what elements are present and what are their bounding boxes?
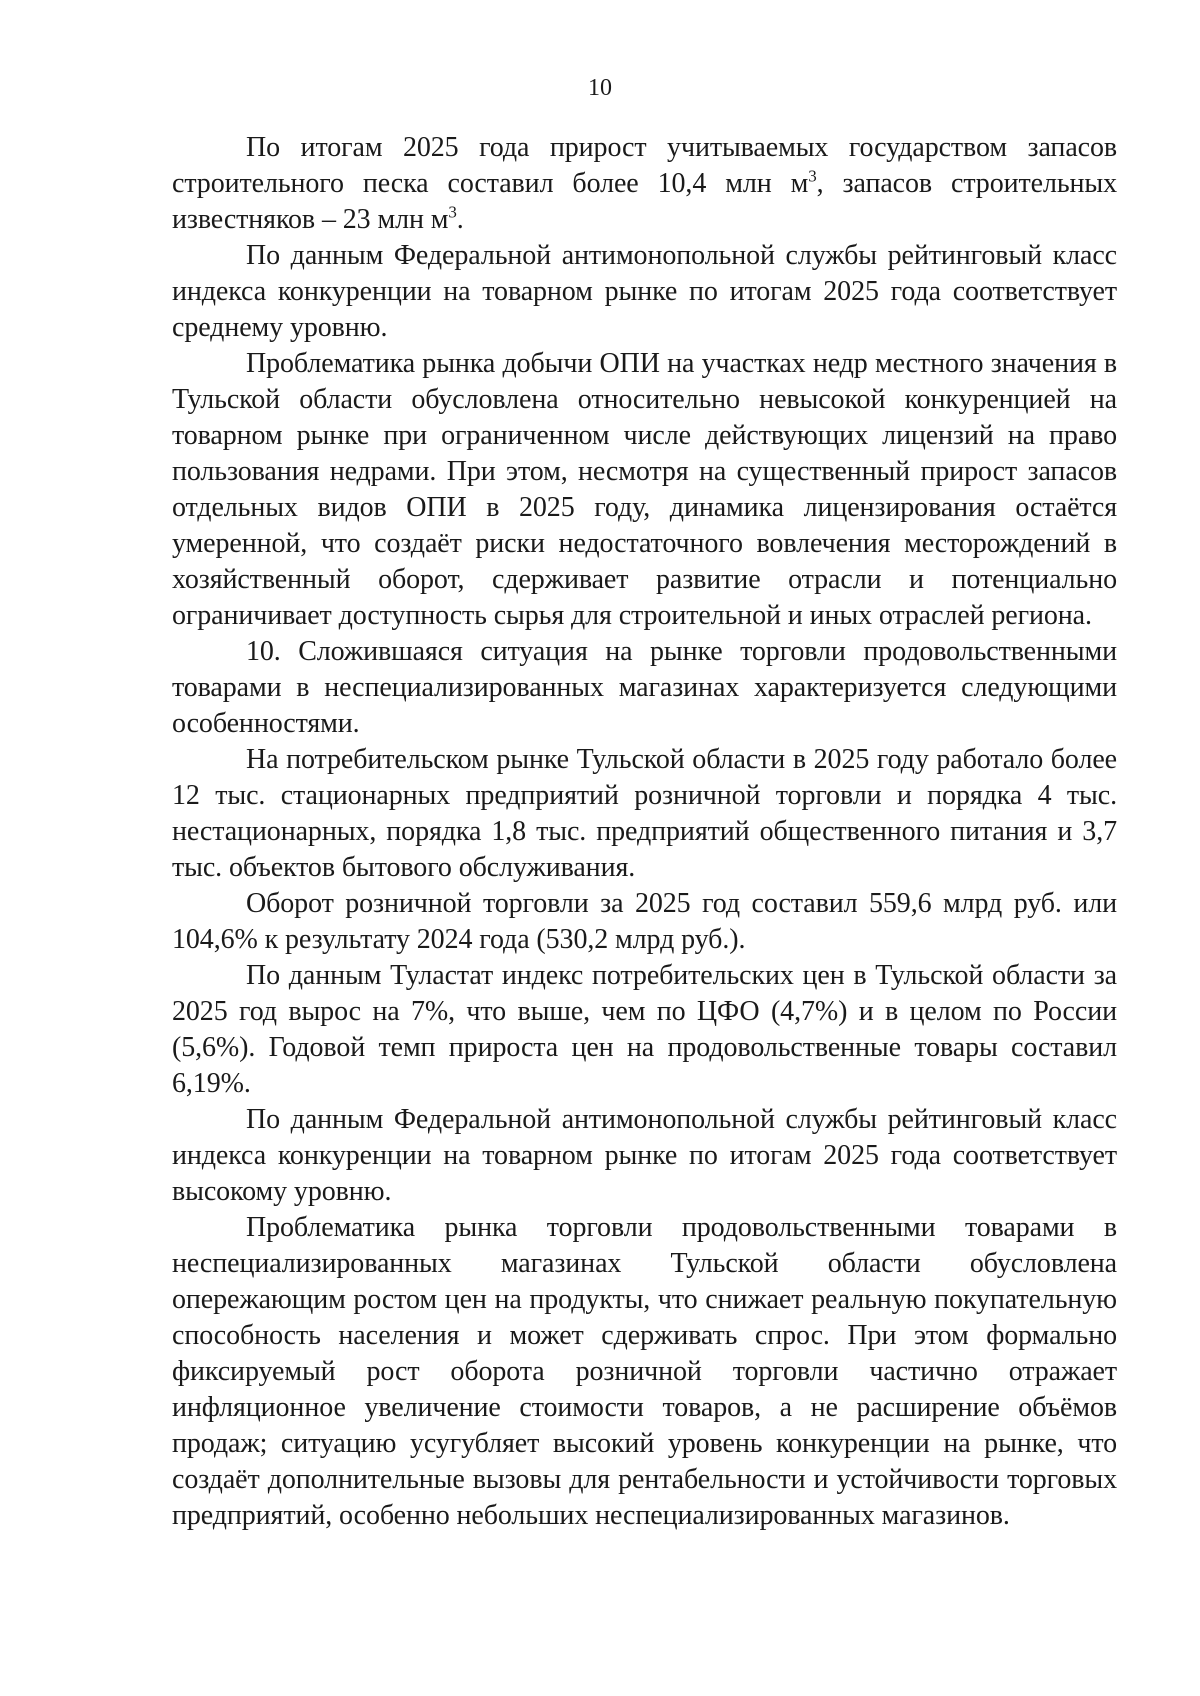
paragraph-price-index: По данным Туластат индекс потребительских цен в Тульской области за 2025 год вырос на 7%, что выше, чем по ЦФО (4,7%) и в целом по России (5,6%). Годовой темп прироста цен на продовольственные товары составил 6,19%. [172,960,1117,1099]
paragraph-trade-issues: Проблематика рынка торговли продовольственными товарами в неспециализированных магазинах Тульской области обусловлена опережающим ростом цен на продукты, что снижает реальную покупательную способность населения и может сдерживать спрос. При этом формально фиксируемый рост оборота розничной торговли частично отражает инфляционное увеличение стоимости товаров, а не расширение объёмов продаж; ситуацию усугубляет высокий уровень конкуренции на рынке, что создаёт дополнительные вызовы для рентабельности и устойчивости торговых предприятий, особенно небольших неспециализированных магазинов. [172,1212,1117,1531]
paragraph-retail-turnover: Оборот розничной торговли за 2025 год составил 559,6 млрд руб. или 104,6% к результату 2024 года (530,2 млрд руб.). [172,888,1117,955]
superscript-cubic: 3 [448,202,457,222]
page-number: 10 [588,75,612,101]
paragraph-section-10-intro: 10. Сложившаяся ситуация на рынке торговли продовольственными товарами в неспециализированных магазинах характеризуется следующими особенностями. [172,636,1117,739]
paragraph-text: . [456,204,464,235]
paragraph-reserves-growth [172,130,1117,238]
paragraph-fas-rating-high: По данным Федеральной антимонопольной службы рейтинговый класс индекса конкуренции на товарном рынке по итогам 2025 года соответствует высокому уровню. [172,1104,1117,1207]
document-body [172,130,1117,1534]
paragraph-mining-issues: Проблематика рынка добычи ОПИ на участках недр местного значения в Тульской области обусловлена относительно невысокой конкуренцией на товарном рынке при ограниченном числе действующих лицензий на право пользования недрами. При этом, несмотря на существенный прирост запасов отдельных видов ОПИ в 2025 году, динамика лицензирования остаётся умеренной, что создаёт риски недостаточного вовлечения месторождений в хозяйственный оборот, сдерживает развитие отрасли и потенциально ограничивает доступность сырья для строительной и иных отраслей региона. [172,348,1117,631]
paragraph-consumer-market: На потребительском рынке Тульской области в 2025 году работало более 12 тыс. стационарных предприятий розничной торговли и порядка 4 тыс. нестационарных, порядка 1,8 тыс. предприятий общественного питания и 3,7 тыс. объектов бытового обслуживания. [172,744,1117,883]
paragraph-text: По итогам 2025 года прирост учитываемых государством запасов строительного песка составил более 10,4 млн м [172,132,1117,199]
superscript-cubic: 3 [808,166,817,186]
paragraph-fas-rating-medium: По данным Федеральной антимонопольной службы рейтинговый класс индекса конкуренции на товарном рынке по итогам 2025 года соответствует среднему уровню. [172,240,1117,343]
paragraph-text: , запасов строительных известняков – 23 млн м [172,168,1117,235]
